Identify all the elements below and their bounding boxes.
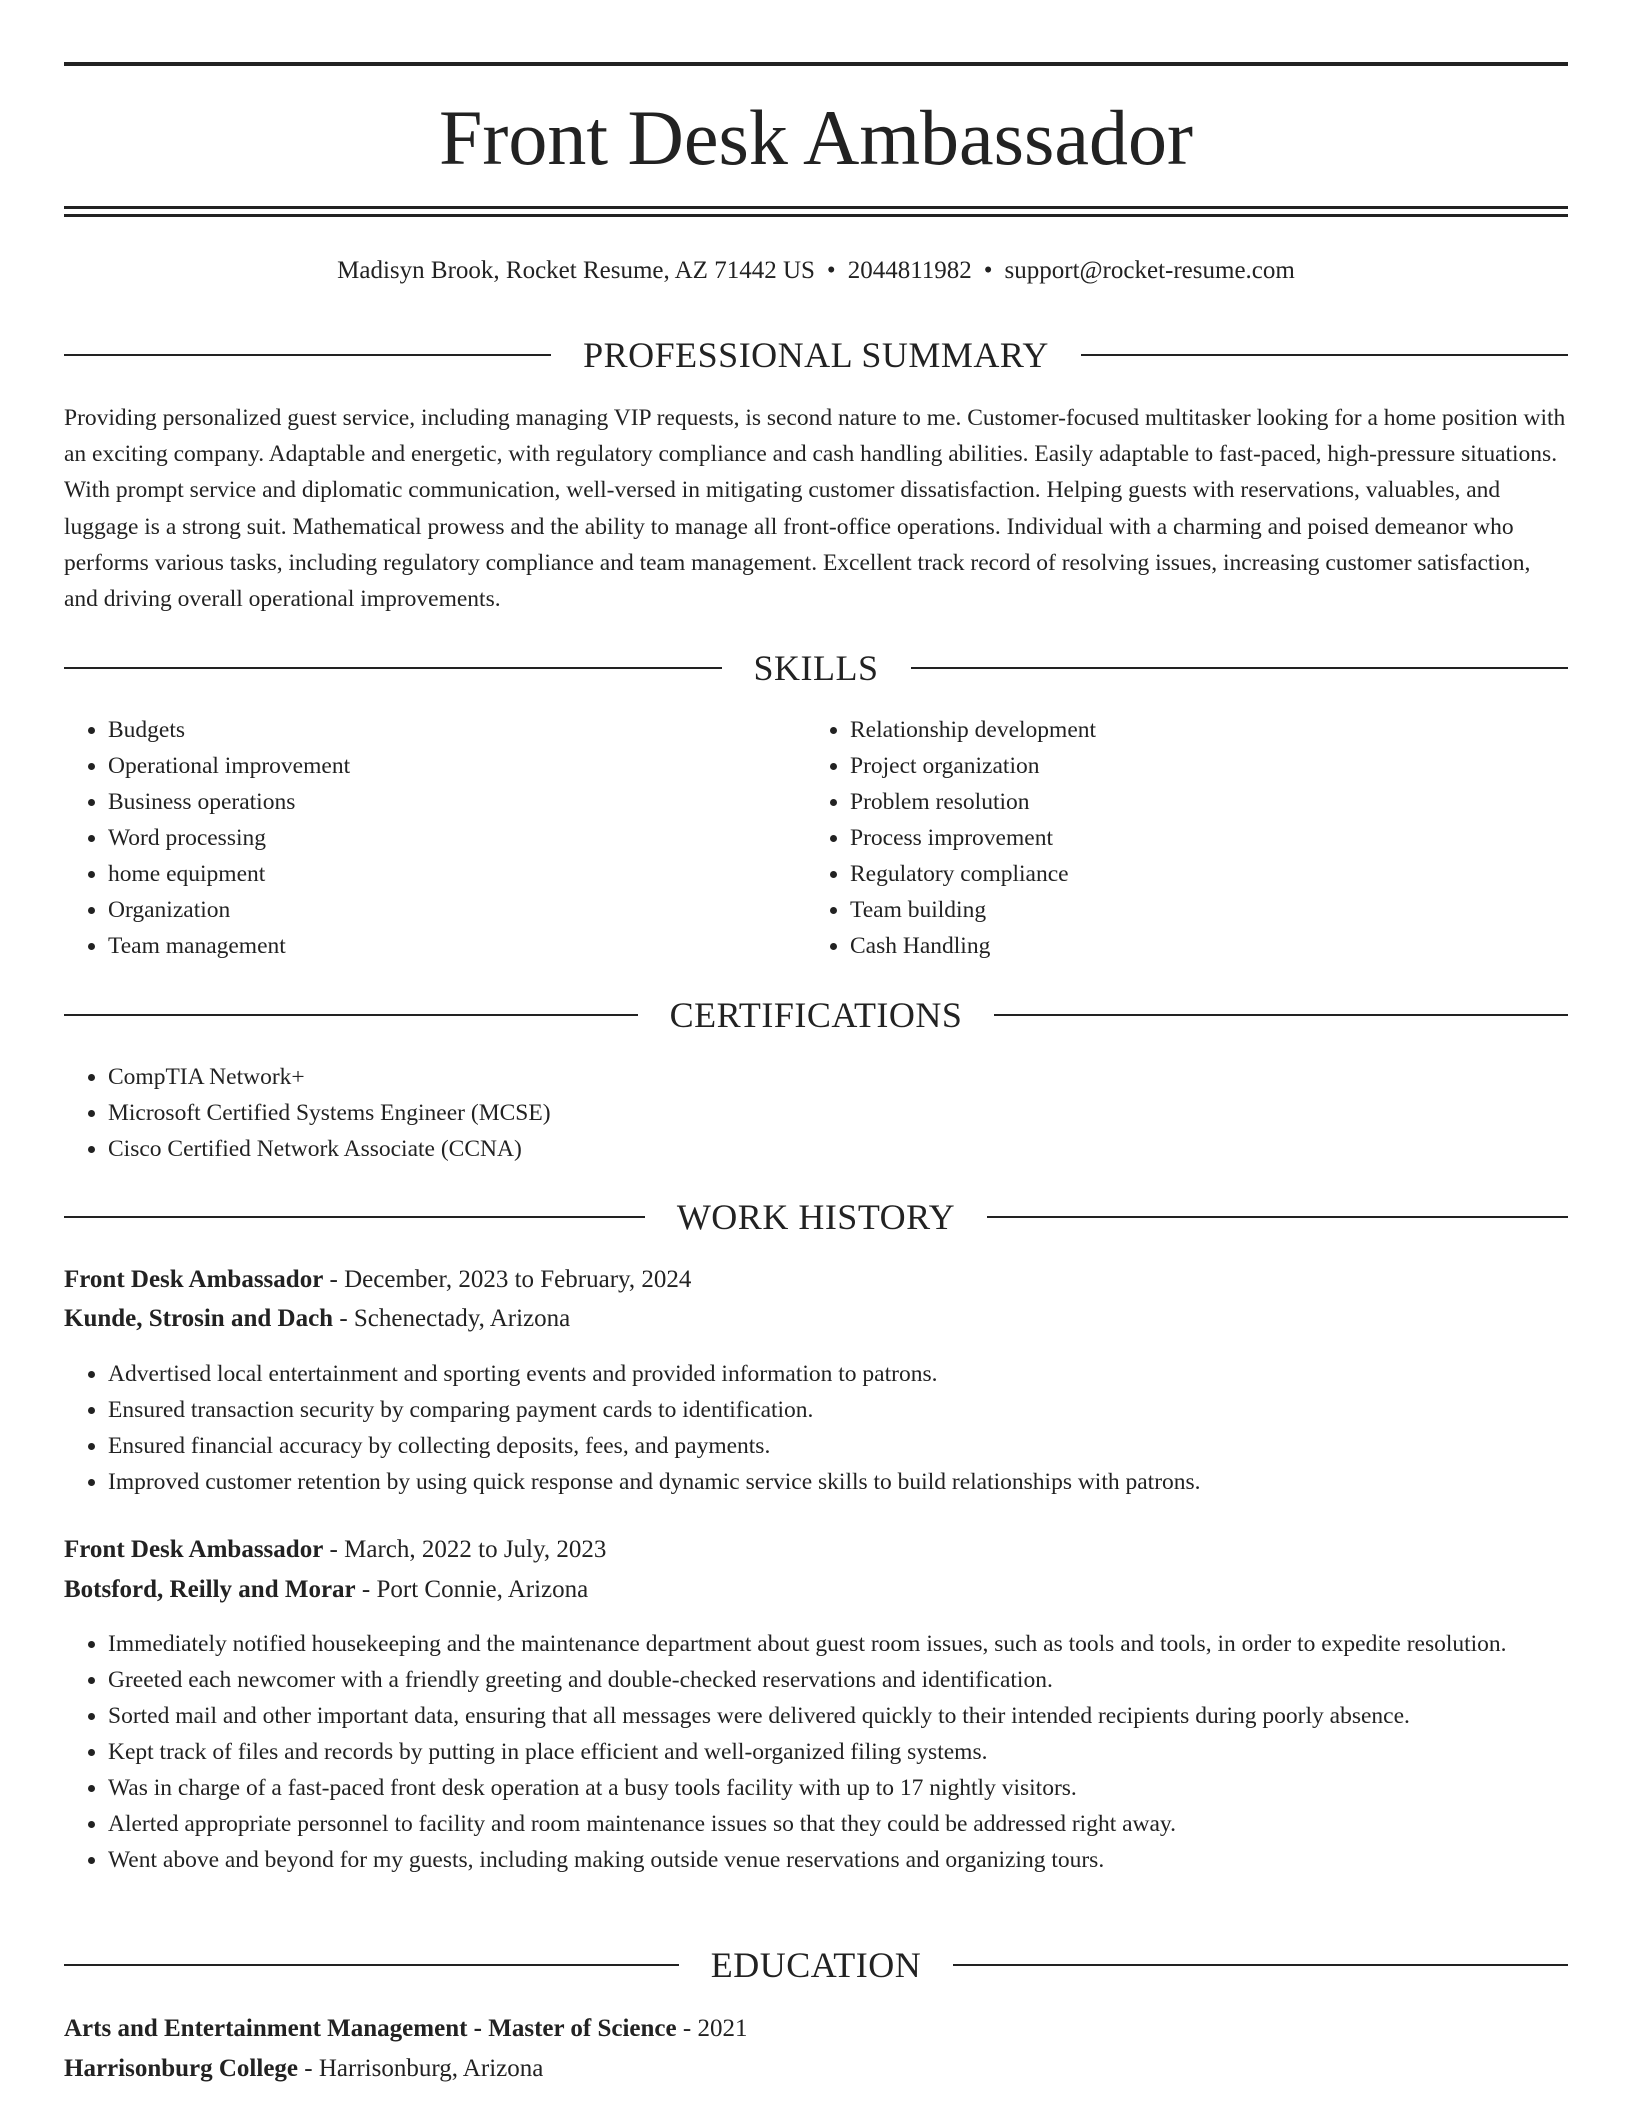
job-bullet: • Sorted mail and other important data, ensuring that all messages were delivered quickly to their intended recipients during poorly absence.	[108, 1698, 1568, 1734]
skill-item: • Team building	[850, 892, 1550, 928]
heading-rule	[994, 1014, 1568, 1016]
skills-list-left	[64, 712, 808, 964]
skill-item: • Relationship development	[850, 712, 1550, 748]
job-title: Front Desk Ambassador	[64, 1266, 324, 1293]
section-title: PROFESSIONAL SUMMARY	[583, 335, 1049, 375]
education-school: Harrisonburg College	[64, 2055, 299, 2082]
contact-phone: 2044811982	[847, 257, 972, 284]
contact-separator: •	[826, 257, 836, 284]
job-bullet: • Improved customer retention by using quick response and dynamic service skills to build relationships with patrons.	[108, 1464, 1568, 1500]
job-company: Kunde, Strosin and Dach	[64, 1305, 334, 1332]
heading-rule	[953, 1964, 1568, 1966]
contact-separator: •	[983, 257, 993, 284]
section-work-heading	[64, 1196, 1568, 1238]
education-degree: Arts and Entertainment Management - Master of Science	[64, 2015, 677, 2042]
job-bullet: • Ensured transaction security by comparing payment cards to identification.	[108, 1392, 1568, 1428]
job-bullets	[64, 1626, 1568, 1878]
job-bullet: • Was in charge of a fast-paced front desk operation at a busy tools facility with up to 17 nightly visitors.	[108, 1770, 1568, 1806]
section-title: WORK HISTORY	[676, 1197, 956, 1237]
certification-item: • CompTIA Network+	[108, 1059, 1568, 1095]
title-rule-lower	[64, 214, 1568, 217]
job-bullet: • Advertised local entertainment and sporting events and provided information to patrons.	[108, 1356, 1568, 1392]
certifications-list	[64, 1059, 1568, 1167]
skill-item: • Business operations	[108, 784, 808, 820]
skill-item: • Word processing	[108, 820, 808, 856]
section-summary-heading	[64, 334, 1568, 376]
section-education-heading	[64, 1944, 1568, 1986]
section-title: EDUCATION	[710, 1945, 922, 1985]
job-dates: - December, 2023 to February, 2024	[323, 1266, 692, 1293]
resume-title: Front Desk Ambassador	[439, 94, 1193, 181]
section-title: SKILLS	[753, 648, 879, 688]
summary-text: Providing personalized guest service, including managing VIP requests, is second nature to me. Customer-focused multitasker looking for a home position with an exciting company. Adaptable and energetic, with regulatory compliance and cash handling abilities. Easily adaptable to fast-paced, high-pressure situations. With prompt service and diplomatic communication, well-versed in mitigating customer dissatisfaction. Helping guests with reservations, valuables, and luggage is a strong suit. Mathematical prowess and the ability to manage all front-office operations. Individual with a charming and poised demeanor who performs various tasks, including regulatory compliance and team management. Excellent track record of resolving issues, increasing customer satisfaction, and driving overall operational improvements.	[64, 405, 1566, 613]
section-certifications-heading	[64, 994, 1568, 1036]
job-title-line	[64, 1264, 1568, 1296]
skill-item: • Organization	[108, 892, 808, 928]
job-title: Front Desk Ambassador	[64, 1536, 324, 1563]
certification-item: • Cisco Certified Network Associate (CCNA)	[108, 1131, 1568, 1167]
education-location: - Harrisonburg, Arizona	[298, 2055, 544, 2082]
skill-item: • Process improvement	[850, 820, 1550, 856]
skill-item: • Operational improvement	[108, 748, 808, 784]
heading-rule	[64, 1216, 645, 1218]
job-location: - Port Connie, Arizona	[355, 1576, 589, 1603]
education-school-line	[64, 2053, 1568, 2085]
job-bullet: • Greeted each newcomer with a friendly greeting and double-checked reservations and identification.	[108, 1662, 1568, 1698]
job-company-line	[64, 1574, 1568, 1606]
job-location: - Schenectady, Arizona	[333, 1305, 571, 1332]
education-year: - 2021	[676, 2015, 748, 2042]
job-bullet: • Went above and beyond for my guests, including making outside venue reservations and organizing tours.	[108, 1842, 1568, 1878]
heading-rule	[1081, 354, 1568, 356]
skill-item: • home equipment	[108, 856, 808, 892]
job-bullet: • Ensured financial accuracy by collecting deposits, fees, and payments.	[108, 1428, 1568, 1464]
title-rule-upper	[64, 206, 1568, 209]
heading-rule	[64, 667, 722, 669]
heading-rule	[911, 667, 1569, 669]
heading-rule	[987, 1216, 1568, 1218]
contact-email: support@rocket-resume.com	[1004, 257, 1295, 284]
skill-item: • Regulatory compliance	[850, 856, 1550, 892]
job-company: Botsford, Reilly and Morar	[64, 1576, 356, 1603]
certification-item: • Microsoft Certified Systems Engineer (MCSE)	[108, 1095, 1568, 1131]
job-dates: - March, 2022 to July, 2023	[323, 1536, 607, 1563]
skill-item: • Cash Handling	[850, 928, 1550, 964]
job-company-line	[64, 1303, 1568, 1335]
section-skills-heading	[64, 647, 1568, 689]
contact-address: Madisyn Brook, Rocket Resume, AZ 71442 US	[337, 257, 815, 284]
job-title-line	[64, 1534, 1568, 1566]
job-bullets	[64, 1356, 1568, 1500]
job-bullet: • Immediately notified housekeeping and the maintenance department about guest room issues, such as tools and tools, in order to expedite resolution.	[108, 1626, 1568, 1662]
education-degree-line	[64, 2013, 1568, 2045]
contact-line	[64, 255, 1568, 287]
skill-item: • Problem resolution	[850, 784, 1550, 820]
section-title: CERTIFICATIONS	[669, 995, 963, 1035]
job-bullet: • Kept track of files and records by putting in place efficient and well-organized filing systems.	[108, 1734, 1568, 1770]
skill-item: • Team management	[108, 928, 808, 964]
skill-item: • Project organization	[850, 748, 1550, 784]
heading-rule	[64, 1964, 679, 1966]
skills-list-right	[806, 712, 1550, 964]
heading-rule	[64, 1014, 638, 1016]
job-bullet: • Alerted appropriate personnel to facility and room maintenance issues so that they could be addressed right away.	[108, 1806, 1568, 1842]
skill-item: • Budgets	[108, 712, 808, 748]
top-rule	[64, 62, 1568, 66]
heading-rule	[64, 354, 551, 356]
